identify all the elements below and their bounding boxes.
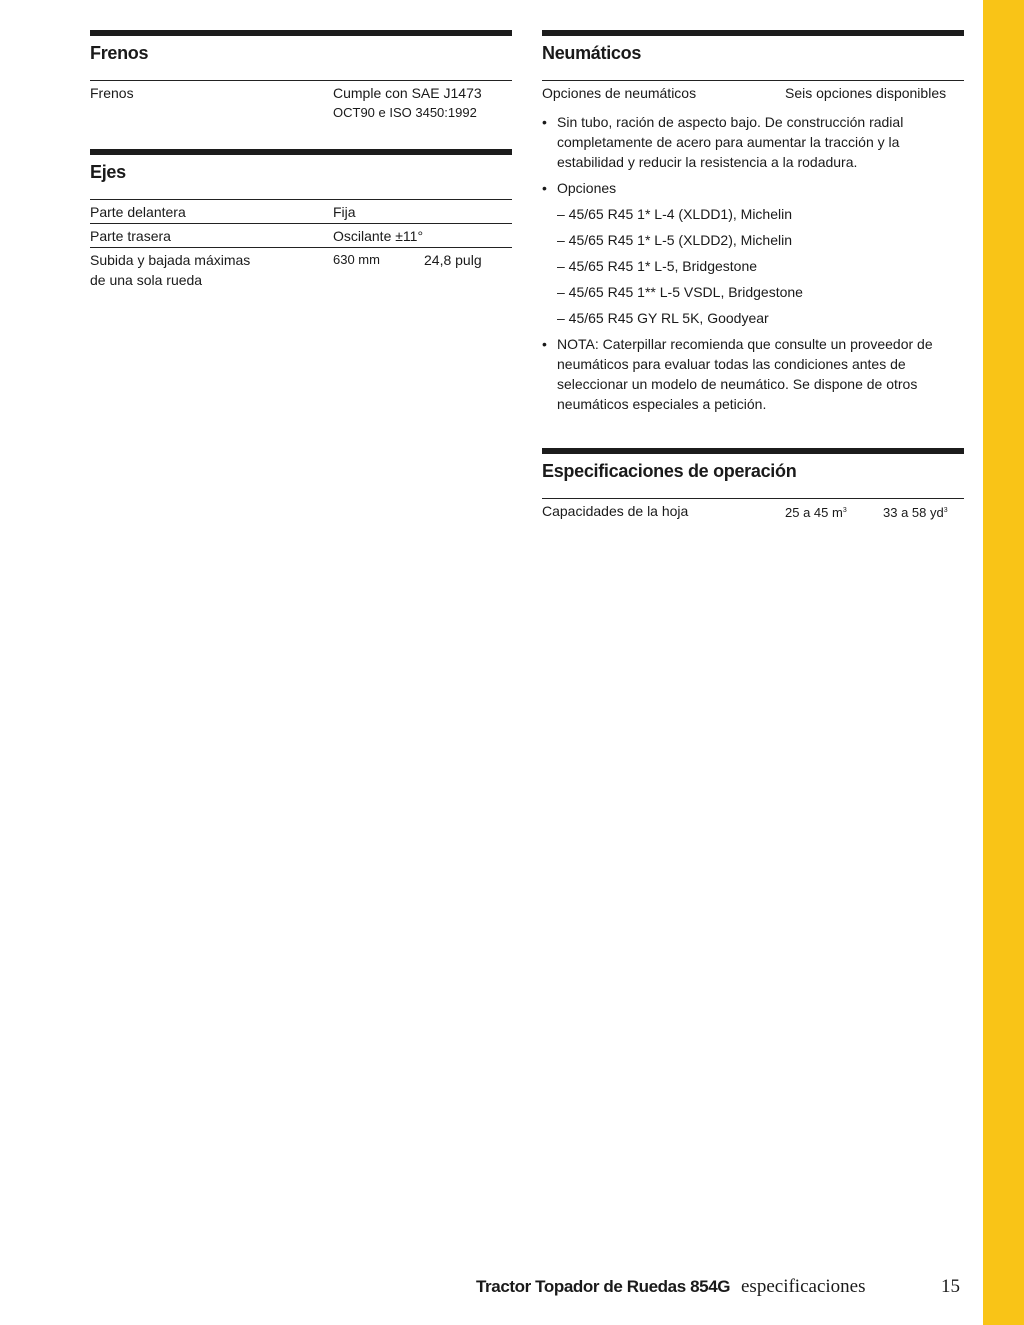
row-value-imperial: 24,8 pulg: [424, 252, 482, 268]
list-item: • Sin tubo, ración de aspecto bajo. De construcción radial completamente de acero para aumentar la tracción y la estabilidad y reducir la resistencia a la rodadura.: [542, 112, 964, 172]
metric-value: 25 a 45 m: [785, 505, 843, 520]
row-label-line1: Subida y bajada máximas: [90, 252, 251, 268]
tire-option-item: – 45/65 R45 1* L-5 (XLDD2), Michelin: [557, 232, 793, 248]
operacion-section: [542, 448, 964, 524]
left-column: [90, 30, 512, 291]
section-title-operacion: Especificaciones de operación: [542, 461, 797, 481]
table-row: [90, 247, 512, 291]
metric-superscript: 3: [842, 507, 847, 514]
table-row: [90, 199, 512, 223]
row-value-line1: Cumple con SAE J1473: [333, 85, 482, 101]
yellow-side-bar: [983, 0, 1024, 1325]
imperial-superscript: 3: [943, 507, 948, 514]
section-title-ejes: Ejes: [90, 162, 126, 182]
tire-option-item: – 45/65 R45 1** L-5 VSDL, Bridgestone: [557, 284, 803, 300]
footer-subtitle: especificaciones: [741, 1276, 866, 1297]
row-label: Opciones de neumáticos: [542, 85, 697, 101]
table-row: [90, 80, 512, 146]
tire-bullet-list: [542, 112, 964, 414]
tire-option-item: – 45/65 R45 1* L-4 (XLDD1), Michelin: [557, 206, 793, 222]
neumaticos-section: [542, 30, 964, 414]
row-value: Oscilante ±11°: [333, 228, 424, 244]
table-row: [90, 223, 512, 247]
tire-option-item: – 45/65 R45 1* L-5, Bridgestone: [557, 258, 758, 274]
ejes-section: [90, 149, 512, 291]
row-value-imperial: [883, 501, 964, 523]
row-value-metric: 630 mm: [333, 252, 380, 267]
row-label: Frenos: [90, 85, 134, 101]
row-label: Parte trasera: [90, 228, 171, 244]
footer-title: Tractor Topador de Ruedas 854G: [476, 1277, 731, 1296]
page-number: 15: [941, 1276, 960, 1297]
frenos-section: [90, 30, 512, 146]
row-value: [333, 83, 512, 145]
page-footer: [476, 1277, 966, 1301]
row-value: Seis opciones disponibles: [785, 85, 947, 101]
section-title-frenos: Frenos: [90, 43, 149, 63]
right-column: [542, 30, 964, 520]
list-item: • Opciones: [542, 178, 964, 198]
section-title-neumaticos: Neumáticos: [542, 43, 642, 63]
table-row: [542, 80, 964, 104]
imperial-value: 33 a 58 yd: [883, 505, 944, 520]
tire-option-item: – 45/65 R45 GY RL 5K, Goodyear: [557, 310, 769, 326]
row-value-metric: [785, 501, 883, 523]
row-value-line2: OCT90 e ISO 3450:1992: [333, 105, 477, 120]
row-value: Fija: [333, 204, 356, 220]
table-row: [542, 498, 964, 524]
row-label: [90, 250, 333, 290]
row-label: Capacidades de la hoja: [542, 503, 689, 519]
list-item: • NOTA: Caterpillar recomienda que consulte un proveedor de neumáticos para evaluar todas las condiciones antes de seleccionar un modelo de neumático. Se dispone de otros neumáticos especiales a petición.: [542, 334, 964, 414]
row-label: Parte delantera: [90, 204, 186, 220]
row-label-line2: de una sola rueda: [90, 272, 203, 288]
